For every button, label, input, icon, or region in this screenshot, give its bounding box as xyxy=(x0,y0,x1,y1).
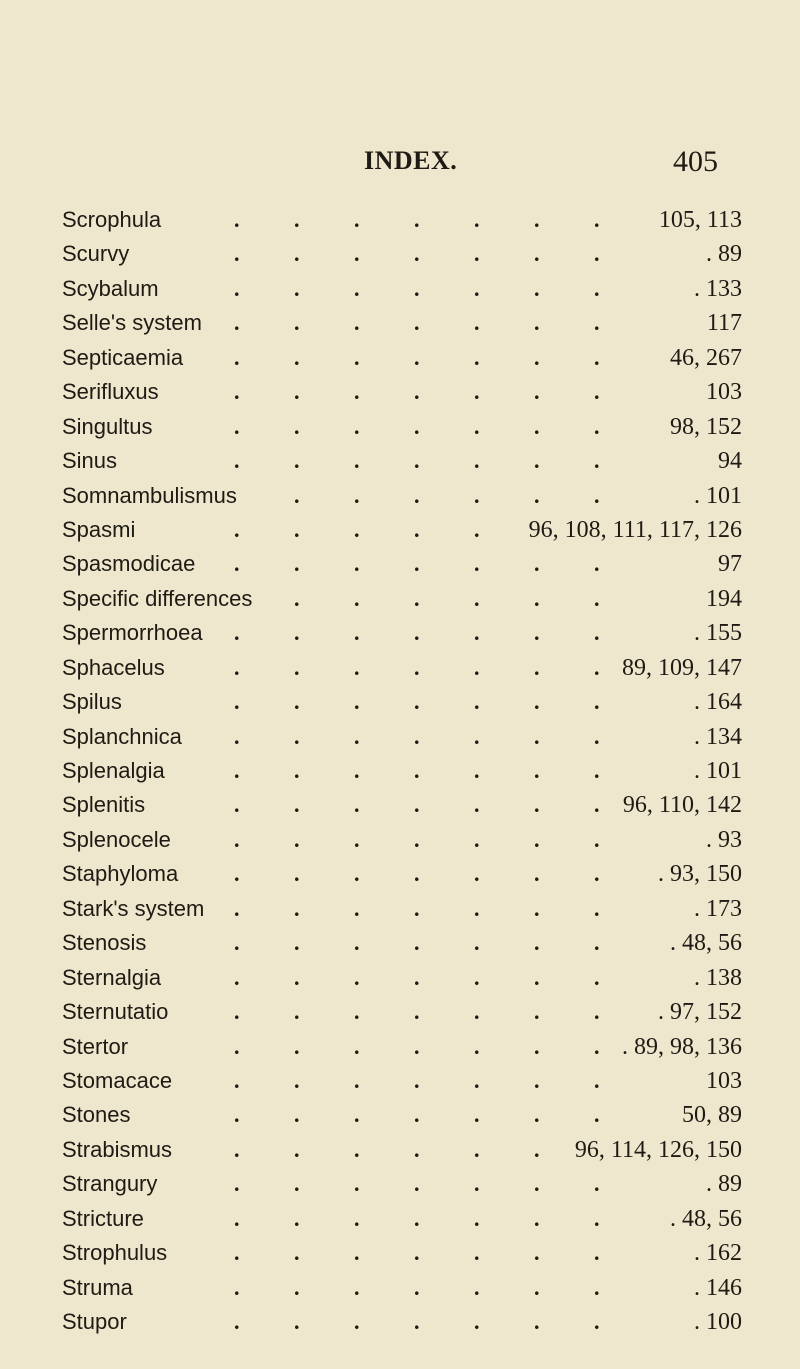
dot-leader: . . . . . . . xyxy=(234,551,600,577)
index-term: Somnambulismus xyxy=(62,482,237,508)
index-term: Scybalum xyxy=(62,275,159,301)
index-term: Struma xyxy=(62,1274,133,1300)
index-page-refs: . 93, 150 xyxy=(652,857,742,891)
dot-leader: . . . . . . . xyxy=(234,999,600,1025)
index-entry xyxy=(62,547,742,581)
index-term: Sternalgia xyxy=(62,964,162,990)
index-entry xyxy=(62,272,742,306)
index-page-refs: . 173 xyxy=(688,892,742,926)
index-page-refs: 105, 113 xyxy=(653,203,742,237)
index-page-refs: 98, 152 xyxy=(664,410,742,444)
index-page-refs: . 93 xyxy=(700,823,742,857)
index-page-refs: . 97, 152 xyxy=(652,995,742,1029)
dot-leader: . . . . . . . xyxy=(234,792,600,818)
dot-leader: . . . . . . . xyxy=(234,1274,600,1300)
index-term: Spilus xyxy=(62,689,122,715)
index-page-refs: 117 xyxy=(701,306,742,340)
index-entry xyxy=(62,1098,742,1132)
index-entry xyxy=(62,203,742,237)
page-header xyxy=(0,146,800,186)
index-entry xyxy=(62,926,742,960)
index-term: Splenitis xyxy=(62,792,146,818)
index-term: Splenocele xyxy=(62,826,171,852)
running-head-title: INDEX. xyxy=(364,146,458,175)
dot-leader: . . . . . . . xyxy=(234,826,600,852)
index-entry xyxy=(62,410,742,444)
index-list xyxy=(62,203,742,1339)
index-term: Stenosis xyxy=(62,930,147,956)
index-term: Stertor xyxy=(62,1033,129,1059)
index-term: Stones xyxy=(62,1102,131,1128)
index-entry xyxy=(62,616,742,650)
index-entry xyxy=(62,1271,742,1305)
dot-leader: . . . . . . . xyxy=(234,861,600,887)
index-term: Staphyloma xyxy=(62,861,179,887)
dot-leader: . . . . . . . xyxy=(234,1171,600,1197)
index-term: Stupor xyxy=(62,1309,127,1334)
dot-leader: . . . . . xyxy=(234,516,480,542)
index-entry xyxy=(62,1064,742,1098)
dot-leader: . . . . . . . xyxy=(234,895,600,921)
index-entry xyxy=(62,754,742,788)
dot-leader: . . . . . . . xyxy=(234,275,600,301)
index-entry xyxy=(62,375,742,409)
index-term: Stark's system xyxy=(62,895,205,921)
index-page-refs: . 133 xyxy=(688,272,742,306)
index-entry xyxy=(62,582,742,616)
index-term: Spasmodicae xyxy=(62,551,196,577)
index-entry xyxy=(62,1133,742,1167)
index-term: Sternutatio xyxy=(62,999,169,1025)
index-entry xyxy=(62,1202,742,1236)
dot-leader: . . . . . . . xyxy=(234,310,600,336)
index-term: Spermorrhoea xyxy=(62,620,203,646)
index-entry xyxy=(62,1236,742,1270)
index-entry xyxy=(62,823,742,857)
index-page-refs: . 162 xyxy=(688,1236,742,1270)
index-term: Spasmi xyxy=(62,516,136,542)
index-term: Specific differences xyxy=(62,585,253,611)
page-number: 405 xyxy=(673,145,718,178)
index-page-refs: . 101 xyxy=(688,754,742,788)
index-page-refs: 50, 89 xyxy=(676,1098,742,1132)
index-entry xyxy=(62,685,742,719)
dot-leader: . . . . . . xyxy=(234,1136,540,1162)
index-page-refs: . 101 xyxy=(688,479,742,513)
index-page-refs: . 48, 56 xyxy=(664,926,742,960)
index-page-refs: . 48, 56 xyxy=(664,1202,742,1236)
dot-leader: . . . . . . . xyxy=(234,207,600,232)
dot-leader: . . . . . . . xyxy=(234,379,600,405)
index-entry xyxy=(62,513,742,547)
dot-leader: . . . . . . xyxy=(294,585,600,611)
index-page-refs: . 100 xyxy=(688,1305,742,1339)
index-page-refs: 103 xyxy=(700,375,742,409)
index-page-refs: 97 xyxy=(712,547,742,581)
dot-leader: . . . . . . . xyxy=(234,1033,600,1059)
dot-leader: . . . . . . . xyxy=(234,964,600,990)
index-page-refs: 96, 110, 142 xyxy=(617,788,742,822)
index-term: Scurvy xyxy=(62,241,130,267)
index-term: Sinus xyxy=(62,448,118,474)
index-term: Singultus xyxy=(62,413,153,439)
dot-leader: . . . . . . . xyxy=(234,241,600,267)
index-entry xyxy=(62,1305,742,1339)
index-entry xyxy=(62,1167,742,1201)
dot-leader: . . . . . . . xyxy=(234,344,600,370)
index-page-refs: 194 xyxy=(700,582,742,616)
index-term: Strangury xyxy=(62,1171,158,1197)
index-page-refs: 96, 108, 111, 117, 126 xyxy=(523,513,742,547)
index-term: Splenalgia xyxy=(62,758,165,783)
index-page-refs: 89, 109, 147 xyxy=(616,651,742,685)
index-term: Splanchnica xyxy=(62,723,182,749)
index-page-refs: . 164 xyxy=(688,685,742,719)
index-term: Scrophula xyxy=(62,207,162,232)
index-page-refs: 103 xyxy=(700,1064,742,1098)
index-entry xyxy=(62,788,742,822)
dot-leader: . . . . . . . xyxy=(234,1067,600,1093)
index-entry xyxy=(62,479,742,513)
dot-leader: . . . . . . . xyxy=(234,1102,600,1128)
index-page-refs: . 89 xyxy=(700,237,742,271)
dot-leader: . . . . . . . xyxy=(234,930,600,956)
index-entry xyxy=(62,1030,742,1064)
index-term: Serifluxus xyxy=(62,379,159,405)
dot-leader: . . . . . . . xyxy=(234,723,600,749)
index-page-refs: 96, 114, 126, 150 xyxy=(569,1133,742,1167)
dot-leader: . . . . . . . xyxy=(234,1309,600,1334)
dot-leader: . . . . . . . xyxy=(234,413,600,439)
index-entry xyxy=(62,995,742,1029)
index-page-refs: . 89, 98, 136 xyxy=(616,1030,742,1064)
index-entry xyxy=(62,651,742,685)
index-term: Stricture xyxy=(62,1205,144,1231)
index-page-refs: . 146 xyxy=(688,1271,742,1305)
index-term: Selle's system xyxy=(62,310,202,336)
dot-leader: . . . . . . . xyxy=(234,758,600,783)
index-term: Sphacelus xyxy=(62,654,165,680)
dot-leader: . . . . . . . xyxy=(234,620,600,646)
dot-leader: . . . . . . . xyxy=(234,689,600,715)
index-page-refs: 94 xyxy=(712,444,742,478)
index-term: Septicaemia xyxy=(62,344,184,370)
index-term: Strabismus xyxy=(62,1136,173,1162)
index-entry xyxy=(62,306,742,340)
index-page-refs: . 138 xyxy=(688,961,742,995)
dot-leader: . . . . . . . xyxy=(234,1205,600,1231)
dot-leader: . . . . . . . xyxy=(234,448,600,474)
index-entry xyxy=(62,444,742,478)
index-term: Stomacace xyxy=(62,1067,173,1093)
dot-leader: . . . . . . . xyxy=(234,1240,600,1266)
dot-leader: . . . . . . . xyxy=(234,654,600,680)
index-entry xyxy=(62,237,742,271)
index-entry xyxy=(62,341,742,375)
index-entry xyxy=(62,720,742,754)
index-entry xyxy=(62,961,742,995)
index-page-refs: 46, 267 xyxy=(664,341,742,375)
index-term: Strophulus xyxy=(62,1240,168,1266)
index-entry xyxy=(62,857,742,891)
index-page-refs: . 89 xyxy=(700,1167,742,1201)
index-page-refs: . 134 xyxy=(688,720,742,754)
index-page-refs: . 155 xyxy=(688,616,742,650)
dot-leader: . . . . . . xyxy=(294,482,600,508)
index-entry xyxy=(62,892,742,926)
